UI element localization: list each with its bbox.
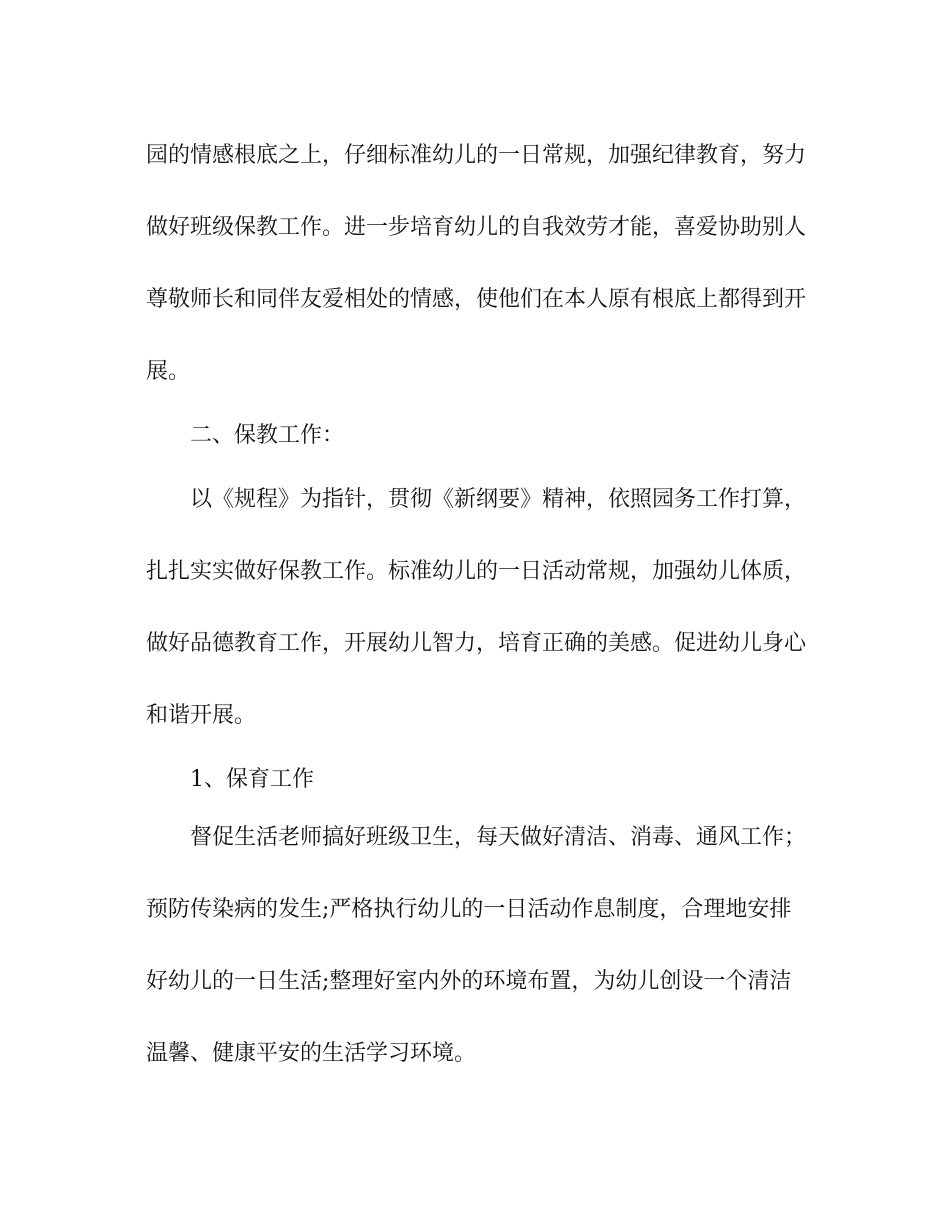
paragraph-line: 展。 [146, 359, 191, 384]
section-heading: 二、保教工作： [190, 423, 345, 448]
paragraph-line: 扎扎实实做好保教工作。标准幼儿的一日活动常规，加强幼儿体质， [146, 559, 807, 584]
paragraph-line: 做好品德教育工作，开展幼儿智力，培育正确的美感。促进幼儿身心 [146, 631, 807, 656]
paragraph-line: 预防传染病的发生;严格执行幼儿的一日活动作息制度，合理地安排 [146, 897, 792, 922]
paragraph-line: 和谐开展。 [146, 703, 257, 728]
paragraph-line: 以《规程》为指针，贯彻《新纲要》精神，依照园务工作打算， [190, 487, 807, 512]
paragraph-line: 园的情感根底之上，仔细标准幼儿的一日常规，加强纪律教育，努力 [146, 143, 807, 168]
paragraph-line: 好幼儿的一日生活;整理好室内外的环境布置，为幼儿创设一个清洁 [146, 969, 792, 994]
paragraph-line: 温馨、健康平安的生活学习环境。 [146, 1041, 477, 1066]
paragraph-line: 尊敬师长和同伴友爱相处的情感，使他们在本人原有根底上都得到开 [146, 287, 807, 312]
subsection-heading: 1、保育工作 [190, 767, 314, 792]
paragraph-line: 督促生活老师搞好班级卫生，每天做好清洁、消毒、通风工作； [190, 825, 807, 850]
paragraph-line: 做好班级保教工作。进一步培育幼儿的自我效劳才能，喜爱协助别人 [146, 215, 807, 240]
